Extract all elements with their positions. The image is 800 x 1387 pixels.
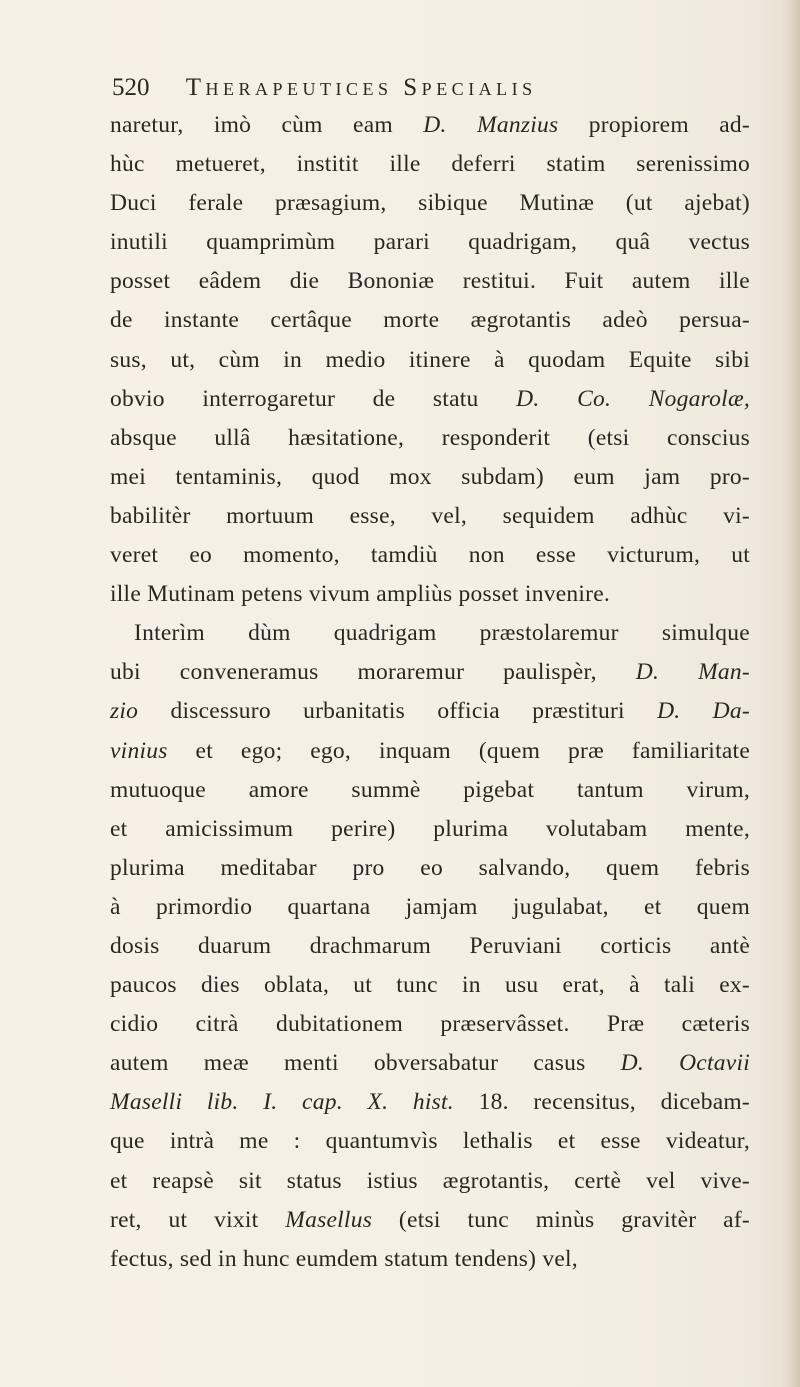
text-line (110, 810, 750, 849)
italic-text-segment: D. Man- (635, 659, 750, 686)
text-line (110, 771, 750, 810)
text-segment: inutili quamprimùm parari quadrigam, quâ vectus (110, 229, 750, 256)
text-line (110, 223, 750, 262)
text-segment: à primordio quartana jamjam jugulabat, et quem (110, 893, 750, 920)
text-segment: cidio citrà dubitationem præservâsset. Præ cæteris (110, 1011, 750, 1038)
text-segment: veret eo momento, tamdiù non esse victurum, ut (110, 542, 750, 569)
text-segment: que intrà me : quantumvìs lethalis et esse videatur, (110, 1128, 750, 1155)
text-line (110, 380, 750, 419)
text-line (110, 341, 750, 380)
italic-text-segment: D. Manzius (423, 112, 559, 138)
text-line (110, 536, 750, 575)
italic-text-segment: vinius (110, 737, 168, 764)
text-segment: 18. recensitus, dicebam- (453, 1089, 750, 1116)
text-segment: naretur, imò cùm eam (110, 112, 424, 138)
text-line (110, 966, 750, 1005)
text-segment: et amicissimum perire) plurima volutabam mente, (110, 815, 750, 842)
text-line (110, 1083, 750, 1122)
text-line (110, 106, 750, 145)
running-title: Therapeutices Specialis (185, 74, 537, 101)
text-segment: obvio interrogaretur de statu (110, 385, 517, 412)
text-segment: babilitèr mortuum esse, vel, sequidem adhùc vi- (110, 502, 750, 529)
text-segment: Duci ferale præsagium, sibique Mutinæ (ut ajebat) (110, 190, 750, 217)
text-line (110, 849, 750, 888)
italic-text-segment: zio (110, 698, 139, 725)
text-line (110, 419, 750, 458)
text-line (110, 145, 750, 184)
page-edge-shadow (782, 0, 800, 1387)
text-line (110, 301, 750, 340)
page-header (112, 68, 672, 108)
text-line (110, 262, 750, 301)
text-line (110, 458, 750, 497)
text-line (110, 614, 750, 653)
text-line (110, 1201, 750, 1240)
text-segment: propiorem ad- (558, 112, 750, 138)
text-segment: sus, ut, cùm in medio itinere à quodam Equite sibi (110, 346, 750, 373)
text-line (110, 927, 750, 966)
italic-text-segment: D. Co. Nogarolæ, (516, 385, 750, 412)
text-segment: mutuoque amore summè pigebat tantum virum, (110, 776, 750, 803)
text-segment: posset eâdem die Bononiæ restitui. Fuit autem ille (110, 268, 750, 295)
text-segment: fectus, sed in hunc eumdem statum tendens) vel, (110, 1245, 578, 1272)
text-segment: Interìm dùm quadrigam præstolaremur simulque (134, 620, 750, 647)
text-line (110, 888, 750, 927)
text-line (110, 653, 750, 692)
text-segment: ille Mutinam petens vivum ampliùs posset invenire. (110, 581, 611, 608)
text-segment: paucos dies oblata, ut tunc in usu erat, à tali ex- (110, 972, 750, 999)
body-text (110, 106, 750, 1279)
text-line (110, 1044, 750, 1083)
text-segment: plurima meditabar pro eo salvando, quem febris (110, 854, 750, 881)
text-segment: et ego; ego, inquam (quem præ familiaritate (167, 737, 750, 764)
text-line (110, 1162, 750, 1201)
italic-text-segment: Maselli lib. I. cap. X. hist. (110, 1089, 454, 1116)
text-segment: ret, ut vixit (110, 1206, 286, 1233)
text-line (110, 575, 750, 614)
italic-text-segment: D. Da- (657, 698, 750, 725)
page-number: 520 (112, 74, 150, 101)
text-segment: discessuro urbanitatis officia præstituri (138, 698, 658, 725)
text-line (110, 1122, 750, 1161)
text-line (110, 1240, 750, 1279)
text-segment: (etsi tunc minùs gravitèr af- (372, 1206, 750, 1233)
text-segment: hùc metueret, institit ille deferri statim serenissimo (110, 151, 750, 178)
text-segment: de instante certâque morte ægrotantis adeò persua- (110, 307, 750, 334)
text-segment: dosis duarum drachmarum Peruviani corticis antè (110, 932, 750, 959)
text-segment: ubi conveneramus moraremur paulispèr, (110, 659, 636, 686)
text-line (110, 497, 750, 536)
italic-text-segment: D. Octavii (620, 1050, 750, 1077)
italic-text-segment: Masellus (285, 1206, 373, 1233)
text-line (110, 1005, 750, 1044)
text-line (110, 184, 750, 223)
text-line (110, 692, 750, 731)
text-segment: absque ullâ hæsitatione, responderit (etsi conscius (110, 424, 750, 451)
text-segment: et reapsè sit status istius ægrotantis, certè vel vive- (110, 1167, 750, 1194)
text-segment: autem meæ menti obversabatur casus (110, 1050, 621, 1077)
text-line (110, 732, 750, 771)
text-segment: mei tentaminis, quod mox subdam) eum jam pro- (110, 463, 750, 490)
